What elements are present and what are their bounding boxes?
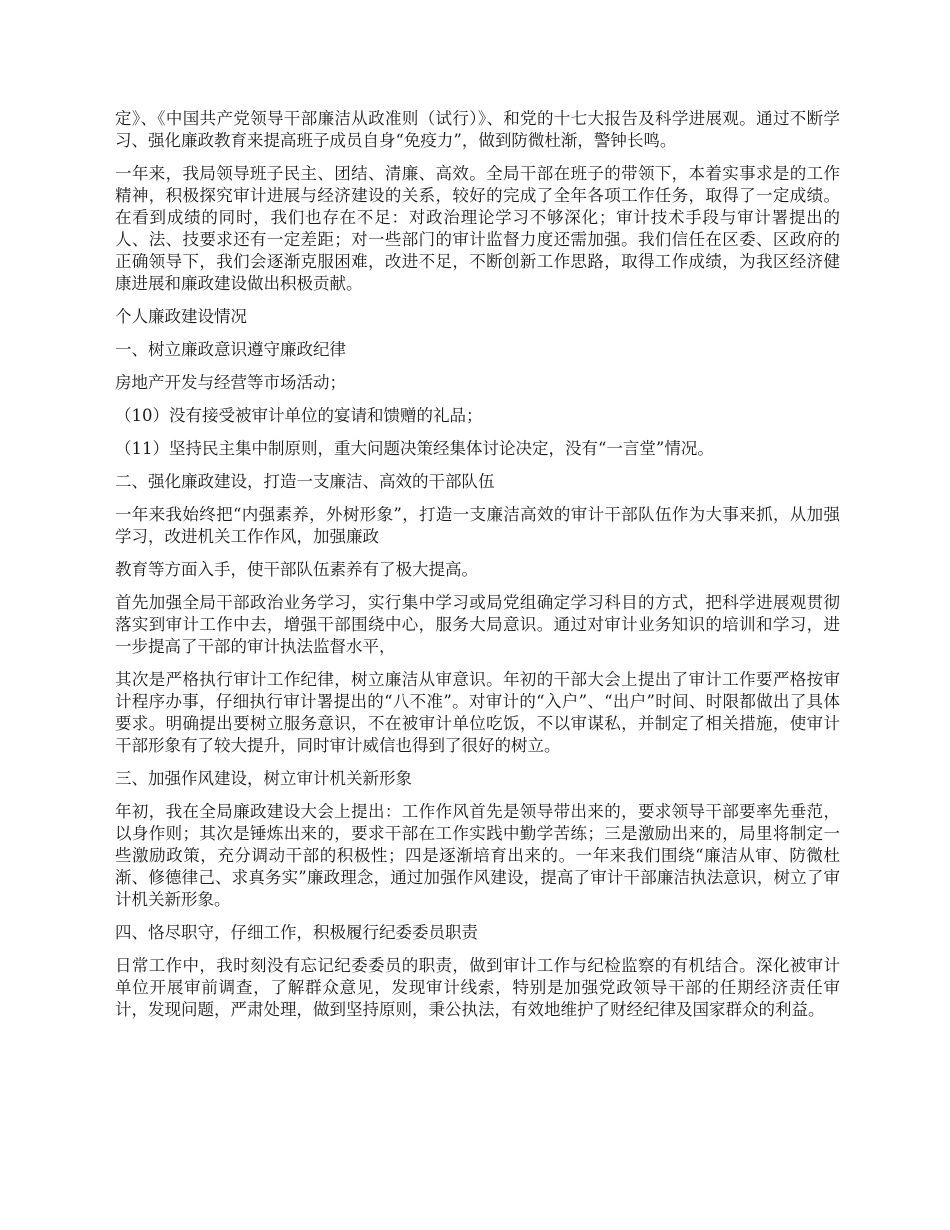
heading-section-1: 一、树立廉政意识遵守廉政纪律 <box>115 340 346 359</box>
heading-section-3: 三、加强作风建设，树立审计机关新形象 <box>115 769 412 788</box>
document-page <box>115 108 840 1032</box>
section-title-personal: 个人廉政建设情况 <box>115 307 247 326</box>
paragraph-work-style: 年初，我在全局廉政建设大会上提出：工作作风首先是领导带出来的，要求领导干部要率先垂范，以身作则；其次是锤炼出来的，要求干部在工作实践中勤学苦练；三是激励出来的，局里将制定一些激励政策，充分调动干部的积极性；四是逐渐培育出来的。一年来我们围绕“廉洁从审、防微杜渐、修德律己、求真务实”廉政理念，通过加强作风建设，提高了审计干部廉洁执法意识，树立了审计机关新形象。 <box>115 802 840 909</box>
paragraph-intro-continuation: 定》、《中国共产党领导干部廉洁从政准则（试行）》、和党的十七大报告及科学进展观。通过不断学习、强化廉政教育来提高班子成员自身“免疫力”，做到防微杜渐，警钟长鸣。 <box>115 109 840 150</box>
paragraph-second-discipline: 其次是严格执行审计工作纪律，树立廉洁从审意识。年初的干部大会上提出了审计工作要严格按审计程序办事，仔细执行审计署提出的“八不准”。对审计的“入户”、“出户”时间、时限都做出了具体要求。明确提出要树立服务意识，不在被审计单位吃饭，不以审谋私，并制定了相关措施，使审计干部形象有了较大提升，同时审计威信也得到了很好的树立。 <box>115 670 840 755</box>
list-item-11: （11）坚持民主集中制原则，重大问题决策经集体讨论决定，没有“一言堂”情况。 <box>115 439 714 458</box>
heading-section-4: 四、恪尽职守，仔细工作，积极履行纪委委员职责 <box>115 923 478 942</box>
paragraph-education: 教育等方面入手，使干部队伍素养有了极大提高。 <box>115 560 478 579</box>
heading-section-2: 二、强化廉政建设，打造一支廉洁、高效的干部队伍 <box>115 472 495 491</box>
list-item-10: （10）没有接受被审计单位的宴请和馈赠的礼品； <box>115 406 483 425</box>
paragraph-year-summary: 一年来，我局领导班子民主、团结、清廉、高效。全局干部在班子的带领下，本着实事求是的工作精神，积极探究审计进展与经济建设的关系，较好的完成了全年各项工作任务，取得了一定成绩。在看到成绩的同时，我们也存在不足：对政治理论学习不够深化；审计技术手段与审计署提出的人、法、技要求还有一定差距；对一些部门的审计监督力度还需加强。我们信任在区委、区政府的正确领导下，我们会逐渐克服困难，改进不足，不断创新工作思路，取得工作成绩，为我区经济健康进展和廉政建设做出积极贡献。 <box>115 164 840 293</box>
paragraph-duties: 日常工作中，我时刻没有忘记纪委委员的职责，做到审计工作与纪检监察的有机结合。深化被审计单位开展审前调查，了解群众意见，发现审计线索，特别是加强党政领导干部的任期经济责任审计，发现问题，严肃处理，做到坚持原则，秉公执法，有效地维护了财经纪律及国家群众的利益。 <box>115 956 840 1019</box>
paragraph-first-study: 首先加强全局干部政治业务学习，实行集中学习或局党组确定学习科目的方式，把科学进展观贯彻落实到审计工作中去，增强干部围绕中心，服务大局意识。通过对审计业务知识的培训和学习，进一步提高了干部的审计执法监督水平， <box>115 593 840 656</box>
paragraph-team-building: 一年来我始终把“内强素养，外树形象”，打造一支廉洁高效的审计干部队伍作为大事来抓，从加强学习，改进机关工作作风，加强廉政 <box>115 505 840 546</box>
paragraph-real-estate: 房地产开发与经营等市场活动； <box>115 373 346 392</box>
